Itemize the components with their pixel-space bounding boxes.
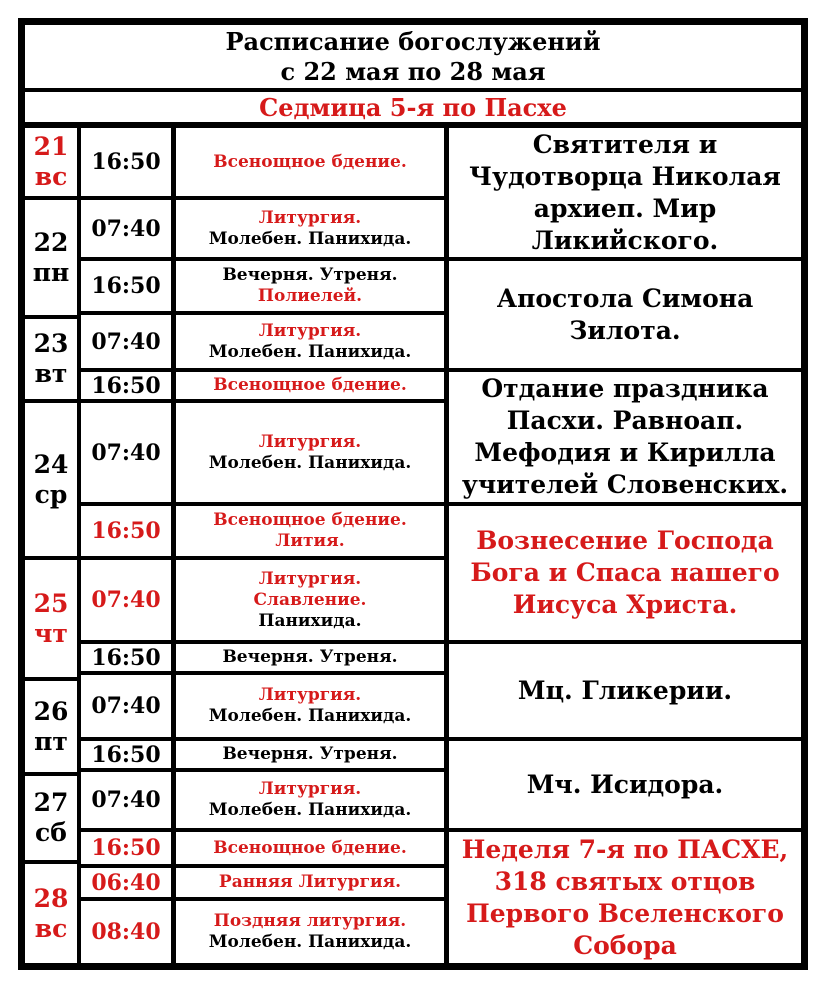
title-line-1: Расписание богослужений (225, 26, 601, 56)
service-description: Литургия. Молебен. Панихида. (176, 403, 444, 502)
page-title (25, 25, 801, 88)
day-22: 22 пн (25, 200, 77, 315)
service-time: 16:50 (81, 506, 171, 556)
service-description: Всенощное бдение. (176, 128, 444, 196)
service-time: 16:50 (81, 832, 171, 864)
day-27: 27 сб (25, 776, 77, 860)
service-time: 16:50 (81, 644, 171, 671)
week-title: Седмица 5-я по Пасхе (25, 92, 801, 122)
service-time: 07:40 (81, 675, 171, 737)
service-description: Вечерня. Утреня. (176, 644, 444, 671)
service-description: Ранняя Литургия. (176, 868, 444, 897)
day-25: 25 чт (25, 560, 77, 677)
service-description: Литургия. Молебен. Панихида. (176, 675, 444, 737)
service-time: 16:50 (81, 261, 171, 311)
service-time: 06:40 (81, 868, 171, 897)
title-line-2: с 22 мая по 28 мая (280, 56, 546, 86)
service-time: 07:40 (81, 315, 171, 368)
day-24: 24 ср (25, 403, 77, 556)
commemoration: Неделя 7-я по ПАСХЕ, 318 святых отцов Первого Вселенского Собора (449, 832, 801, 963)
commemoration: Вознесение Господа Бога и Спаса нашего Иисуса Христа. (449, 506, 801, 640)
commemoration: Апостола Симона Зилота. (449, 261, 801, 368)
service-time: 08:40 (81, 901, 171, 963)
service-description: Литургия. Молебен. Панихида. (176, 200, 444, 257)
day-28: 28 вс (25, 864, 77, 963)
commemoration: Святителя и Чудотворца Николая архиеп. Мир Ликийского. (449, 128, 801, 257)
commemoration: Мч. Исидора. (449, 741, 801, 828)
day-26: 26 пт (25, 681, 77, 772)
commemoration: Отдание праздника Пасхи. Равноап. Мефодия и Кирилла учителей Словенских. (449, 372, 801, 502)
service-description: Литургия. Молебен. Панихида. (176, 772, 444, 828)
day-23: 23 вт (25, 319, 77, 399)
service-description: Вечерня. Утреня. (176, 741, 444, 768)
service-time: 07:40 (81, 772, 171, 828)
service-time: 16:50 (81, 741, 171, 768)
service-description: Литургия. Молебен. Панихида. (176, 315, 444, 368)
service-description: Всенощное бдение. (176, 832, 444, 864)
service-description: Поздняя литургия. Молебен. Панихида. (176, 901, 444, 963)
service-time: 07:40 (81, 200, 171, 257)
service-description: Всенощное бдение. (176, 372, 444, 399)
service-time: 16:50 (81, 128, 171, 196)
service-description: Всенощное бдение. Лития. (176, 506, 444, 556)
service-time: 16:50 (81, 372, 171, 399)
commemoration: Мц. Гликерии. (449, 644, 801, 737)
day-21: 21 вс (25, 128, 77, 196)
service-time: 07:40 (81, 403, 171, 502)
service-description: Литургия. Славление. Панихида. (176, 560, 444, 640)
service-description: Вечерня. Утреня. Полиелей. (176, 261, 444, 311)
service-time: 07:40 (81, 560, 171, 640)
